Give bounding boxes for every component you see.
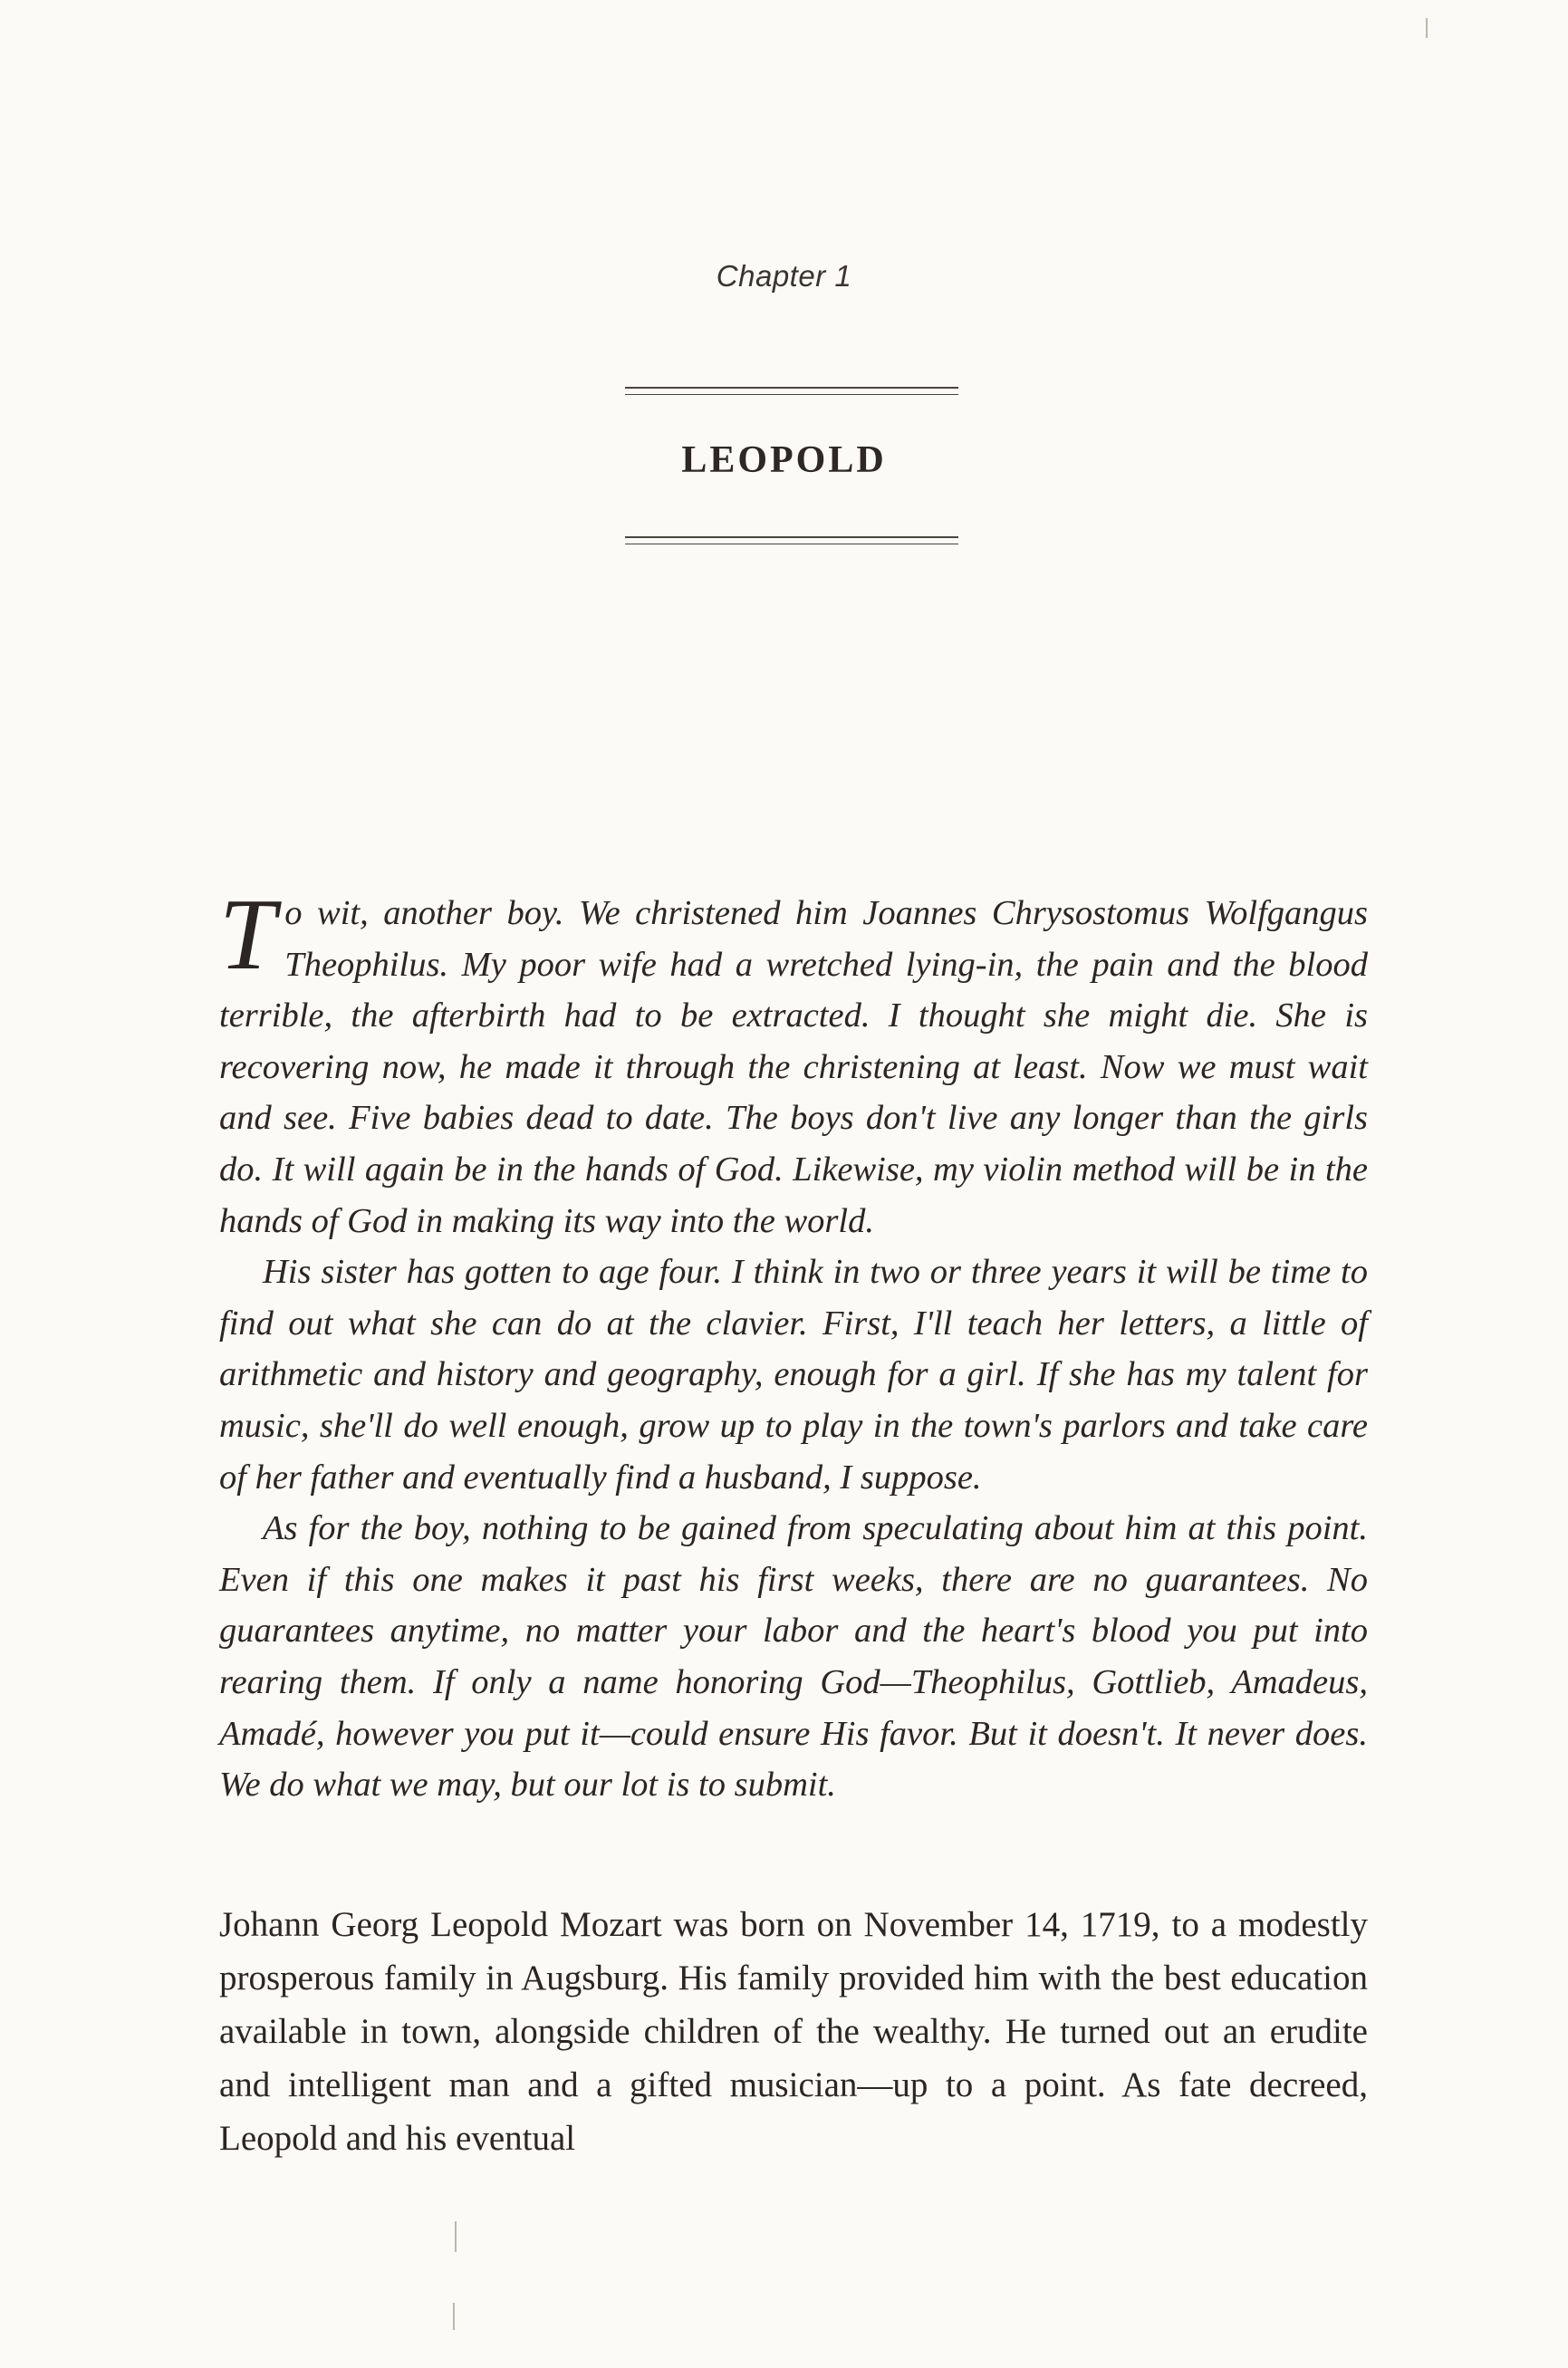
page-speck xyxy=(455,2221,457,2252)
epigraph-block xyxy=(219,879,1368,1811)
chapter-label: Chapter 1 xyxy=(716,259,852,293)
page-speck xyxy=(1426,18,1428,38)
body-text-block xyxy=(219,1898,1368,2165)
epigraph-paragraph-1 xyxy=(219,879,1368,1247)
epigraph-paragraph-1-text: o wit, another boy. We christened him Joannes Chrysostomus Wolfgangus Theophilus. My poor wife had a wretched lying-in, the pain and the blood terrible, the afterbirth had to be extracted. I thought she might die. She is recovering now, he made it through the christening at least. Now we must wait and see. Five babies dead to date. The boys don't live any longer than the girls do. It will again be in the hands of God. Likewise, my violin method will be in the hands of God in making its way into the world. xyxy=(219,894,1368,1240)
page-speck xyxy=(453,2303,455,2330)
body-paragraph: Johann Georg Leopold Mozart was born on November 14, 1719, to a modestly prosperous family in Augsburg. His family provided him with the best education available in town, alongside children of the wealthy. He turned out an erudite and intelligent man and a gifted musician—up to a point. As fate decreed, Leopold and his eventual xyxy=(219,1905,1368,2158)
epigraph-paragraph-2: His sister has gotten to age four. I think in two or three years it will be time to find out what she can do at the clavier. First, I'll teach her letters, a little of arithmetic and history and geography, enough for a girl. If she has my talent for music, she'll do well enough, grow up to play in the town's parlors and take care of her father and eventually find a husband, I suppose. xyxy=(219,1253,1368,1497)
drop-cap: T xyxy=(219,879,276,991)
title-rule-bottom xyxy=(625,536,958,544)
epigraph-paragraph-3: As for the boy, nothing to be gained from speculating about him at this point. Even if this one makes it past his first weeks, there are no guarantees. No guarantees anytime, no matter your labor and the heart's blood you put into rearing them. If only a name honoring God—Theophilus, Gottlieb, Amadeus, Amadé, however you put it—could ensure His favor. But it doesn't. It never does. We do what we may, but our lot is to submit. xyxy=(219,1509,1368,1805)
chapter-title: LEOPOLD xyxy=(681,439,887,481)
title-rule-top xyxy=(625,387,958,395)
